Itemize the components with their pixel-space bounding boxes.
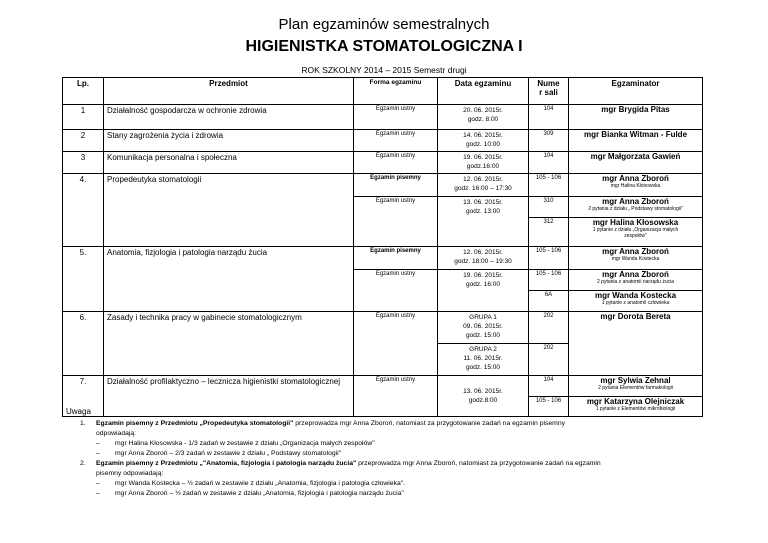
table-row: 105 - 106 mgr Katarzyna Olejniczak 1 pytanie z Elementów mikrobiologii xyxy=(63,397,703,417)
subject-cell: Komunikacja personalna i społeczna xyxy=(104,152,354,174)
header-subject: Przedmiot xyxy=(104,78,354,105)
table-row: 312 mgr Halina Kłosowska 1 pytanie z działu „Organizacja małych zespołów" xyxy=(63,218,703,247)
page-subtitle: HIGIENISTKA STOMATOLOGICZNA I xyxy=(245,38,523,55)
header-examiner: Egzaminator xyxy=(569,78,703,105)
subject-cell: Stany zagrożenia życia i zdrowia xyxy=(104,130,354,152)
subject-cell: Zasady i technika pracy w gabinecie stomatologicznym xyxy=(104,312,354,376)
table-row: 2 Stany zagrożenia życia i zdrowia Egzamin ustny 14. 06. 2015r. godz. 10:00 309 mgr Bianka Witman - Fulde xyxy=(63,130,703,152)
header-lp: Lp. xyxy=(63,78,104,105)
table-row: 3 Komunikacja personalna i społeczna Egzamin ustny 19. 06. 2015r. godz.16:00 104 mgr Małgorzata Gawień xyxy=(63,152,703,174)
table-row: Egzamin ustny 19. 06. 2015r. godz. 16:00 105 - 106 mgr Anna Zboroń 2 pytania z anatomii narządu żucia xyxy=(63,270,703,291)
page-title: Plan egzaminów semestralnych xyxy=(278,16,490,33)
table-header-row xyxy=(63,78,703,105)
header-date: Data egzaminu xyxy=(438,78,529,105)
exam-table xyxy=(62,77,703,417)
table-row: 6. Zasady i technika pracy w gabinecie stomatologicznym Egzamin ustny GRUPA 1 09. 06. 2015r. godz. 15:00 202 mgr Dorota Bereta xyxy=(63,312,703,344)
table-row: 1 Działalność gospodarcza w ochronie zdrowia Egzamin ustny 20. 06. 2015r. godz. 8:00 104 mgr Brygida Pitas xyxy=(63,105,703,130)
notes-label: Uwaga xyxy=(66,407,91,416)
note-item: 2. Egzamin pisemny z Przedmiotu „"Anatomia, fizjologia i patologia narządu żucia" przeprowadza mgr Anna Zboroń, natomiast za przygotowanie zadań na egzamin pisemny odpowiadają: xyxy=(80,460,601,477)
note-bullet: – mgr Halina Kłosowska - 1/3 zadań w zestawie z działu „Organizacja małych zespołów" xyxy=(96,440,375,447)
table-row: Egzamin ustny 13. 06. 2015r. godz. 13:00 310 mgr Anna Zboroń 2 pytania z działu „ Podstawy stomatologii" xyxy=(63,197,703,218)
table-row: 5. Anatomia, fizjologia i patologia narządu żucia Egzamin pisemny 12. 06. 2015r. godz. 18:00 – 19:30 105 - 106 mgr Anna Zboroń mgr Wanda Kostecka xyxy=(63,247,703,270)
note-item: 1. Egzamin pisemny z Przedmiotu „Propedeutyka stomatologii" przeprowadza mgr Anna Zboroń, natomiast za przygotowanie zadań na egzamin pisemny odpowiadają: xyxy=(80,420,566,437)
subject-cell: Działalność profilaktyczno – lecznicza higienistki stomatologicznej xyxy=(104,376,354,417)
school-year: ROK SZKOLNY 2014 – 2015 Semestr drugi xyxy=(301,65,467,75)
table-row: 4. Propedeutyka stomatologii Egzamin pisemny 12. 06. 2015r. godz. 16:00 – 17:30 105 - 106 mgr Anna Zboroń mgr Halina Kłosowska xyxy=(63,174,703,197)
table-row: GRUPA 2 11. 06. 2015r. godz. 15:00 202 xyxy=(63,344,703,376)
subject-cell: Anatomia, fizjologia i patologia narządu żucia xyxy=(104,247,354,312)
notes-list xyxy=(80,419,730,499)
header-room: Nume r sali xyxy=(529,78,569,105)
table-row: 6A mgr Wanda Kostecka 1 pytanie z anatomii człowieka xyxy=(63,291,703,312)
subject-cell: Propedeutyka stomatologii xyxy=(104,174,354,247)
header-form: Forma egzaminu xyxy=(354,78,438,105)
note-bullet: – mgr Wanda Kostecka – ½ zadań w zestawie z działu „Anatomia, fizjologia i patologia człowieka". xyxy=(96,480,406,487)
table-row: 7. Działalność profilaktyczno – lecznicza higienistki stomatologicznej Egzamin ustny 13. 06. 2015r. godz.8:00 104 mgr Sylwia Zehnal 2 pytania Elementów farmakologii xyxy=(63,376,703,397)
subject-cell: Działalność gospodarcza w ochronie zdrowia xyxy=(104,105,354,130)
note-bullet: – mgr Anna Zboroń – ½ zadań w zestawie z działu „Anatomia, fizjologia i patologia narządu żucia" xyxy=(96,490,404,497)
note-bullet: – mgr Anna Zboroń – 2/3 zadań w zestawie z działu „ Podstawy stomatologii" xyxy=(96,450,342,457)
